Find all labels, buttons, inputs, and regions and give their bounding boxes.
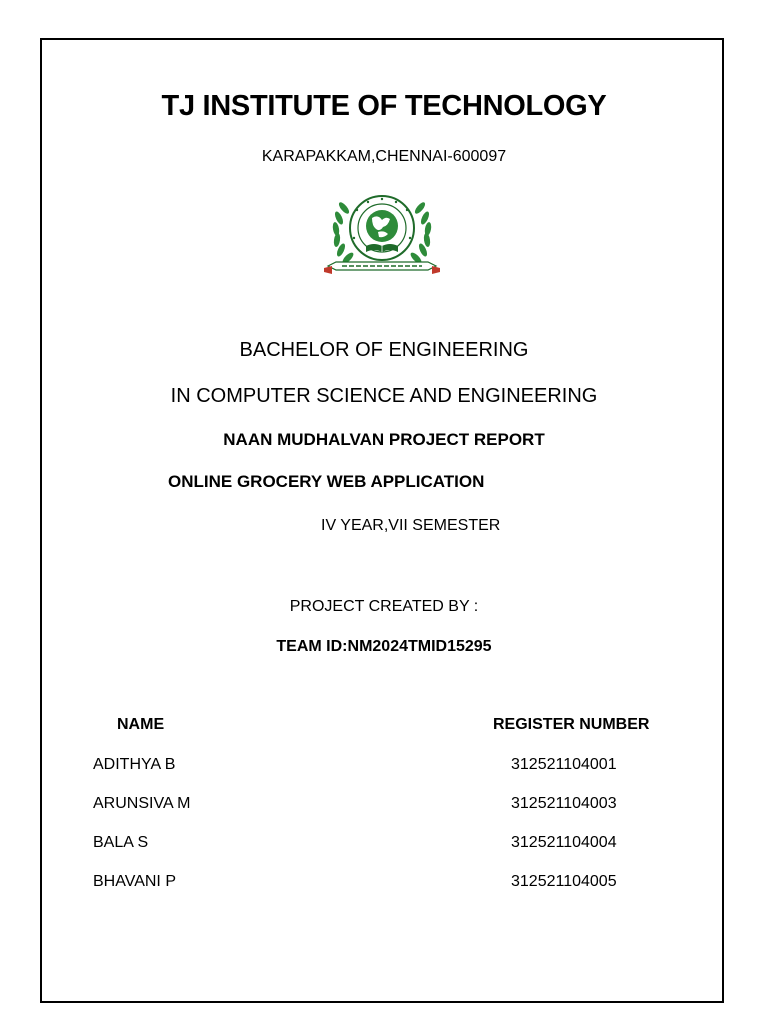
- member-name: BHAVANI P: [93, 873, 176, 890]
- branch-name: IN COMPUTER SCIENCE AND ENGINEERING: [170, 385, 598, 407]
- degree-name: BACHELOR OF ENGINEERING: [239, 339, 529, 361]
- institute-emblem-icon: [322, 186, 442, 282]
- member-register-number: 312521104005: [511, 873, 617, 890]
- institute-name: TJ INSTITUTE OF TECHNOLOGY: [161, 90, 607, 122]
- semester-info: IV YEAR,VII SEMESTER: [321, 517, 501, 534]
- created-by-label: PROJECT CREATED BY :: [289, 598, 479, 615]
- member-register-number: 312521104004: [511, 834, 617, 851]
- report-type: NAAN MUDHALVAN PROJECT REPORT: [223, 430, 545, 449]
- member-name: BALA S: [93, 834, 149, 851]
- member-register-number: 312521104003: [511, 795, 617, 812]
- header-name: NAME: [117, 716, 165, 733]
- header-register-number: REGISTER NUMBER: [493, 716, 650, 733]
- team-id: TEAM ID:NM2024TMID15295: [276, 638, 492, 655]
- member-name: ADITHYA B: [93, 756, 176, 773]
- project-title: ONLINE GROCERY WEB APPLICATION: [168, 472, 485, 491]
- member-name: ARUNSIVA M: [93, 795, 191, 812]
- member-register-number: 312521104001: [511, 756, 617, 773]
- institute-address: KARAPAKKAM,CHENNAI-600097: [261, 148, 507, 165]
